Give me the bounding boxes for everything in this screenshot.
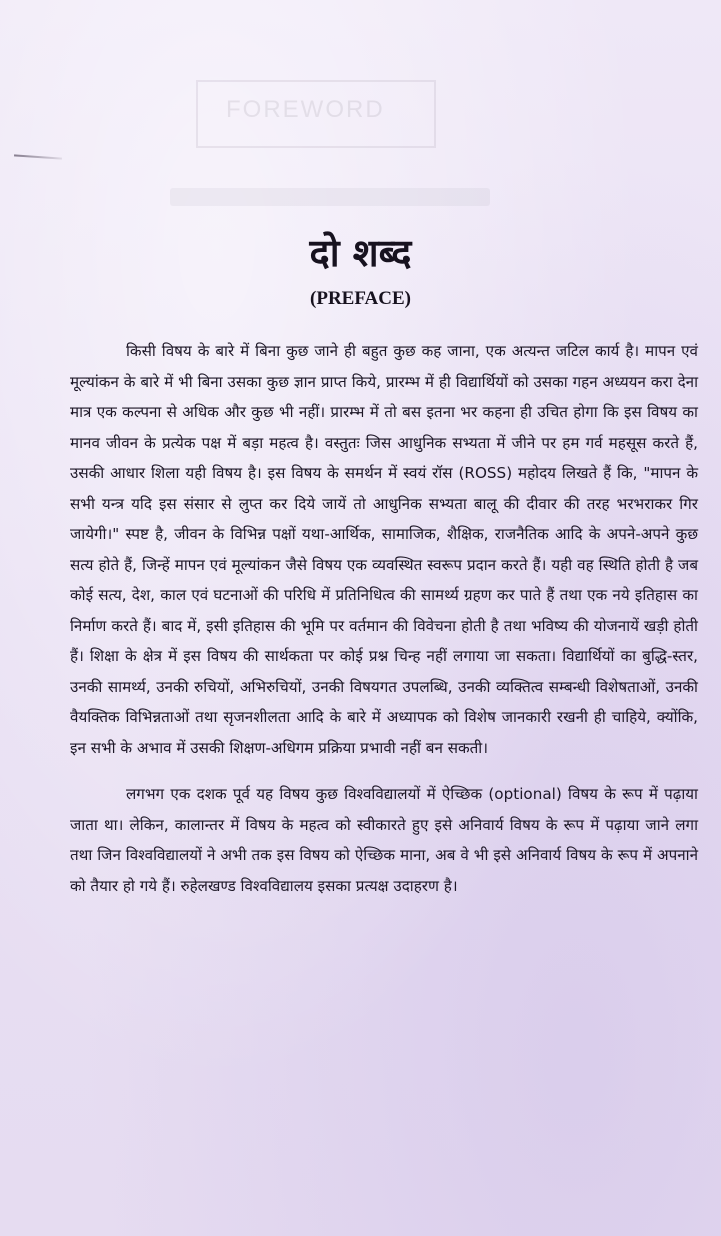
page-title: दो शब्द (309, 231, 412, 275)
pen-mark (14, 154, 62, 159)
bleed-through-text: FOREWORD (226, 96, 385, 123)
bleed-through-heading (170, 188, 490, 206)
paragraph-2: लगभग एक दशक पूर्व यह विषय कुछ विश्वविद्यालयों में ऐच्छिक (optional) विषय के रूप में पढ़ाया जाता था। लेकिन, कालान्तर में विषय के महत्व को स्वीकारते हुए इसे अनिवार्य विषय के रूप में पढ़ाया जाने लगा तथा जिन विश्वविद्यालयों ने अभी तक इस विषय को ऐच्छिक माना, अब वे भी इसे अनिवार्य विषय के रूप में अपनाने को तैयार हो गये हैं। रुहेलखण्ड विश्वविद्यालय इसका प्रत्यक्ष उदाहरण है। (70, 785, 698, 895)
page-subtitle: (PREFACE) (310, 288, 411, 309)
preface-body (70, 336, 698, 901)
paragraph-1: किसी विषय के बारे में बिना कुछ जाने ही बहुत कुछ कह जाना, एक अत्यन्त जटिल कार्य है। मापन एवं मूल्यांकन के बारे में भी बिना उसका कुछ ज्ञान प्राप्त किये, प्रारम्भ में ही विद्यार्थियों को उसका गहन अध्ययन करा देना मात्र एक कल्पना से अधिक और कुछ भी नहीं। प्रारम्भ में तो बस इतना भर कहना ही उचित होगा कि इस विषय का मानव जीवन के प्रत्येक पक्ष में बड़ा महत्व है। वस्तुतः जिस आधुनिक सभ्यता में जीने पर हम गर्व महसूस करते हैं, उसकी आधार शिला यही विषय है। इस विषय के समर्थन में स्वयं रॉस (ROSS) महोदय लिखते हैं कि, "मापन के सभी यन्त्र यदि इस संसार से लुप्त कर दिये जायें तो आधुनिक सभ्यता बालू की दीवार की तरह भरभराकर गिर जायेगी।" स्पष्ट है, जीवन के विभिन्न पक्षों यथा-आर्थिक, सामाजिक, शैक्षिक, राजनैतिक आदि के अपने-अपने कुछ सत्य होते हैं, जिन्हें मापन एवं मूल्यांकन जैसे विषय एक व्यवस्थित स्वरूप प्रदान करते हैं। यही वह स्थिति होती है जब कोई सत्य, देश, काल एवं घटनाओं की परिधि में प्रतिनिधित्व की सामर्थ्य ग्रहण कर पाते हैं तथा एक नये इतिहास का निर्माण करते हैं। बाद में, इसी इतिहास की भूमि पर वर्तमान की विवेचना होती है तथा भविष्य की योजनायें खड़ी होती हैं। शिक्षा के क्षेत्र में इस विषय की सार्थकता पर कोई प्रश्न चिन्ह नहीं लगाया जा सकता। विद्यार्थियों का बुद्धि-स्तर, उनकी सामर्थ्य, उनकी रुचियों, अभिरुचियों, उनकी विषयगत उपलब्धि, उनकी व्यक्तित्व सम्बन्धी विशेषताओं, उनकी वैयक्तिक विभिन्नताओं तथा सृजनशीलता आदि के बारे में अध्यापक को विशेष जानकारी रखनी ही चाहिये, क्योंकि, इन सभी के अभाव में उसकी शिक्षण-अधिगम प्रक्रिया प्रभावी नहीं बन सकती। (70, 342, 698, 757)
